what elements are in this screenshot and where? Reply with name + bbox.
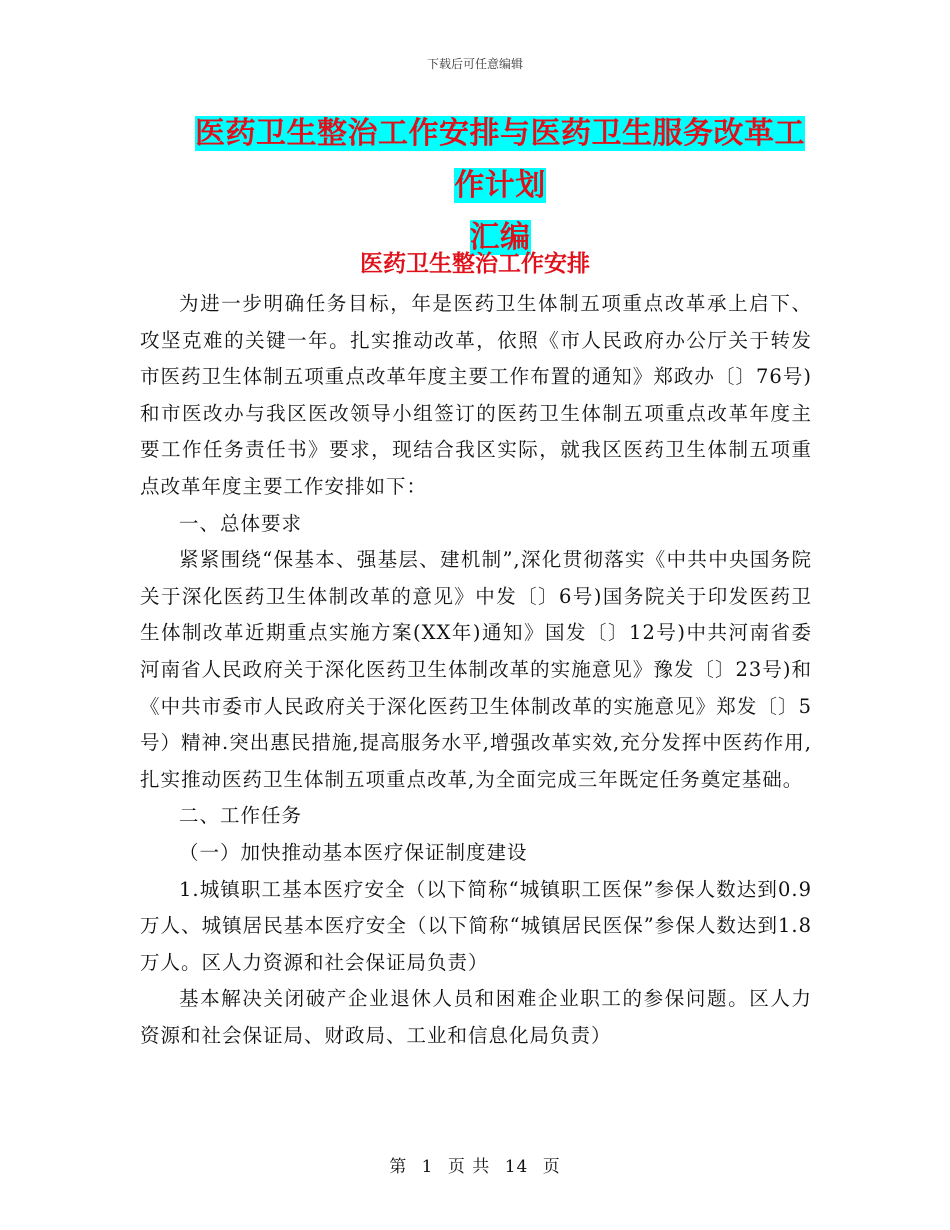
footer-page-number: 1 [421,1157,434,1177]
document-title-line1: 医药卫生整治工作安排与医药卫生服务改革工作计划 [195,116,805,203]
heading-general-requirements: 一、总体要求 [179,511,303,535]
paragraph-general-requirements: 紧紧围绕“保基本、强基层、建机制”,深化贯彻落实《中共中央国务院关于深化医药卫生体制改革的意见》中发〔〕6号)国务院关于印发医药卫生体制改革近期重点实施方案(XX年)通知》国发〔〕12号)中共河南省委河南省人民政府关于深化医药卫生体制改革的实施意见》豫发〔〕23号)和《中共市委市人民政府关于深化医药卫生体制改革的实施意见》郑发〔〕5号）精神.突出惠民措施,提高服务水平,增强改革实效,充分发挥中医药作用,扎实推动医药卫生体制五项重点改革,为全面完成三年既定任务奠定基础。 [140,548,812,791]
page-footer [0,1152,950,1177]
section-title: 医药卫生整治工作安排 [360,251,590,277]
heading-work-tasks: 二、工作任务 [179,804,303,828]
footer-prefix: 第 [389,1157,408,1177]
header-note: 下载后可任意编辑 [426,57,523,71]
paragraph-item-2: 基本解决关闭破产企业退休人员和困难企业职工的参保问题。区人力资源和社会保证局、财政局、工业和信息化局负责） [140,987,812,1047]
paragraph-item-1: 1.城镇职工基本医疗安全（以下简称“城镇职工医保”参保人数达到0.9万人、城镇居民基本医疗安全（以下简称“城镇居民医保”参保人数达到1.8万人。区人力资源和社会保证局负责） [140,877,812,974]
paragraph-intro: 为进一步明确任务目标，年是医药卫生体制五项重点改革承上启下、攻坚克难的关键一年。扎实推动改革，依照《市人民政府办公厅关于转发市医药卫生体制五项重点改革年度主要工作布置的通知》郑政办〔〕76号)和市医改办与我区医改领导小组签订的医药卫生体制五项重点改革年度主要工作任务责任书》要求，现结合我区实际，就我区医药卫生体制五项重点改革年度主要工作安排如下： [140,292,812,498]
subheading-medical-insurance: （一）加快推动基本医疗保证制度建设 [179,840,528,864]
body-text [140,286,812,1054]
footer-total-pages: 14 [504,1157,529,1177]
footer-suffix: 页 [542,1157,561,1177]
document-title-line2: 汇编 [469,220,531,255]
document-title [190,108,810,264]
footer-mid: 页 共 [447,1157,491,1177]
